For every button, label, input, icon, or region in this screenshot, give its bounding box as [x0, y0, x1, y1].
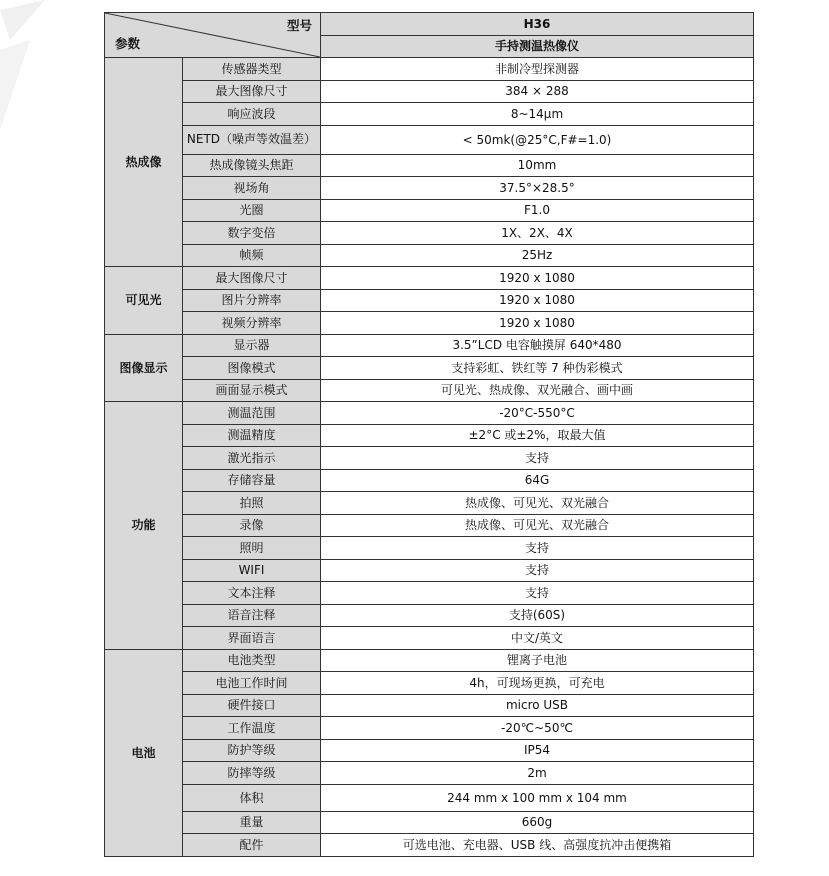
value-cell: 64G: [321, 469, 754, 492]
table-row: [105, 402, 754, 425]
category-battery: 电池: [105, 649, 183, 856]
table-row: [105, 514, 754, 537]
value-cell: 可见光、热成像、双光融合、画中画: [321, 379, 754, 402]
param-cell: 最大图像尺寸: [183, 267, 321, 290]
param-cell: 配件: [183, 834, 321, 857]
value-cell: 244 mm x 100 mm x 104 mm: [321, 784, 754, 811]
value-cell: < 50mk(@25°C,F#=1.0): [321, 125, 754, 154]
value-cell: 支持: [321, 447, 754, 470]
param-cell: 电池工作时间: [183, 672, 321, 695]
param-cell: 测温范围: [183, 402, 321, 425]
param-cell: WIFI: [183, 559, 321, 582]
param-cell: 录像: [183, 514, 321, 537]
table-row: [105, 199, 754, 222]
category-display: 图像显示: [105, 334, 183, 402]
value-cell: 4h，可现场更换，可充电: [321, 672, 754, 695]
value-cell: -20°C-550°C: [321, 402, 754, 425]
param-cell: 图片分辨率: [183, 289, 321, 312]
value-cell: 8~14μm: [321, 103, 754, 126]
param-cell: 画面显示模式: [183, 379, 321, 402]
table-row: [105, 762, 754, 785]
param-cell: 传感器类型: [183, 58, 321, 81]
table-row: [105, 717, 754, 740]
param-cell: 重量: [183, 811, 321, 834]
param-cell: 视场角: [183, 177, 321, 200]
param-cell: 存储容量: [183, 469, 321, 492]
table-row: [105, 244, 754, 267]
table-row: [105, 357, 754, 380]
param-cell: 光圈: [183, 199, 321, 222]
table-row: [105, 537, 754, 560]
value-cell: 支持彩虹、铁红等 7 种伪彩模式: [321, 357, 754, 380]
product-name: 手持测温热像仪: [321, 35, 754, 58]
param-cell: 激光指示: [183, 447, 321, 470]
value-cell: 非制冷型探测器: [321, 58, 754, 81]
category-visible: 可见光: [105, 267, 183, 335]
value-cell: 锂离子电池: [321, 649, 754, 672]
table-row: [105, 80, 754, 103]
value-cell: F1.0: [321, 199, 754, 222]
param-cell: 体积: [183, 784, 321, 811]
value-cell: 1920 x 1080: [321, 267, 754, 290]
table-row: [105, 604, 754, 627]
param-cell: 显示器: [183, 334, 321, 357]
param-cell: 拍照: [183, 492, 321, 515]
table-row: [105, 672, 754, 695]
table-row: [105, 125, 754, 154]
header-corner-cell: [105, 13, 321, 58]
param-cell: 数字变倍: [183, 222, 321, 245]
table-row: [105, 447, 754, 470]
value-cell: 支持: [321, 537, 754, 560]
table-row: [105, 334, 754, 357]
table-row: [105, 649, 754, 672]
param-cell: 工作温度: [183, 717, 321, 740]
model-label: 型号: [286, 18, 312, 33]
value-cell: 1920 x 1080: [321, 289, 754, 312]
table-row: [105, 811, 754, 834]
value-cell: IP54: [321, 739, 754, 762]
table-row: [105, 312, 754, 335]
param-cell: 照明: [183, 537, 321, 560]
value-cell: ±2°C 或±2%，取最大值: [321, 424, 754, 447]
value-cell: 37.5°×28.5°: [321, 177, 754, 200]
param-cell: NETD（噪声等效温差）: [183, 125, 321, 154]
param-cell: 语音注释: [183, 604, 321, 627]
watermark-logo: [0, 0, 70, 150]
table-row: [105, 784, 754, 811]
table-row: [105, 222, 754, 245]
param-cell: 响应波段: [183, 103, 321, 126]
model-name: H36: [321, 13, 754, 36]
param-cell: 防摔等级: [183, 762, 321, 785]
table-row: [105, 559, 754, 582]
table-row: [105, 739, 754, 762]
param-cell: 热成像镜头焦距: [183, 154, 321, 177]
param-cell: 图像模式: [183, 357, 321, 380]
value-cell: 热成像、可见光、双光融合: [321, 492, 754, 515]
param-cell: 视频分辨率: [183, 312, 321, 335]
table-row: [105, 289, 754, 312]
table-row: [105, 627, 754, 650]
table-row: [105, 469, 754, 492]
param-cell: 帧频: [183, 244, 321, 267]
table-row: [105, 834, 754, 857]
category-thermal: 热成像: [105, 58, 183, 267]
table-row: [105, 379, 754, 402]
value-cell: 660g: [321, 811, 754, 834]
table-row: [105, 694, 754, 717]
table-row: [105, 267, 754, 290]
param-cell: 电池类型: [183, 649, 321, 672]
table-row: [105, 103, 754, 126]
value-cell: micro USB: [321, 694, 754, 717]
value-cell: 384 × 288: [321, 80, 754, 103]
param-cell: 测温精度: [183, 424, 321, 447]
value-cell: 25Hz: [321, 244, 754, 267]
value-cell: 1920 x 1080: [321, 312, 754, 335]
value-cell: 可选电池、充电器、USB 线、高强度抗冲击便携箱: [321, 834, 754, 857]
param-cell: 防护等级: [183, 739, 321, 762]
param-cell: 最大图像尺寸: [183, 80, 321, 103]
value-cell: 3.5”LCD 电容触摸屏 640*480: [321, 334, 754, 357]
table-row: [105, 424, 754, 447]
param-cell: 文本注释: [183, 582, 321, 605]
table-row: [105, 582, 754, 605]
spec-table: [104, 12, 754, 857]
param-cell: 界面语言: [183, 627, 321, 650]
table-row: [105, 58, 754, 81]
value-cell: 10mm: [321, 154, 754, 177]
value-cell: 1X、2X、4X: [321, 222, 754, 245]
value-cell: 热成像、可见光、双光融合: [321, 514, 754, 537]
value-cell: 支持: [321, 559, 754, 582]
value-cell: 支持: [321, 582, 754, 605]
param-label: 参数: [115, 36, 141, 51]
value-cell: -20℃~50℃: [321, 717, 754, 740]
value-cell: 2m: [321, 762, 754, 785]
table-row: [105, 177, 754, 200]
table-row: [105, 154, 754, 177]
value-cell: 中文/英文: [321, 627, 754, 650]
table-row: [105, 492, 754, 515]
param-cell: 硬件接口: [183, 694, 321, 717]
value-cell: 支持(60S): [321, 604, 754, 627]
category-function: 功能: [105, 402, 183, 650]
